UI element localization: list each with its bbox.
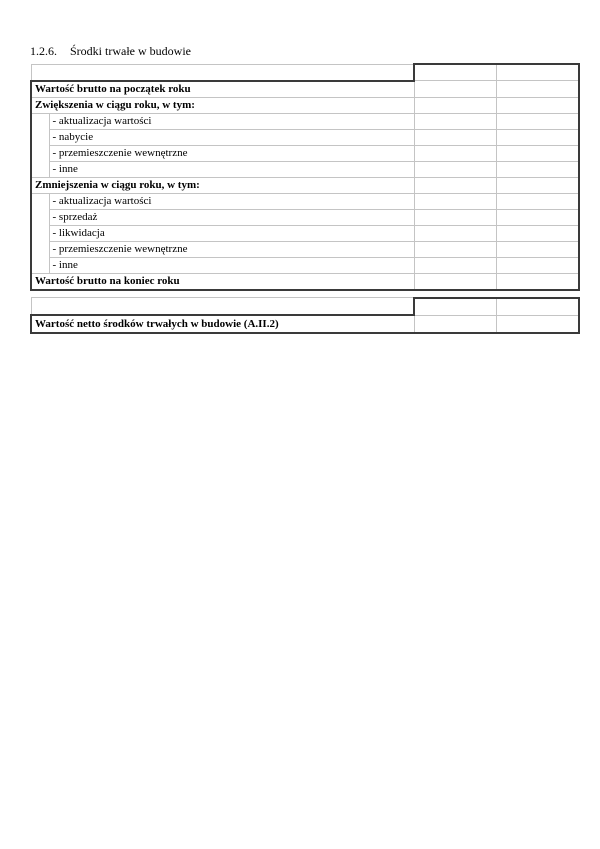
row-label: - nabycie — [49, 129, 414, 145]
value-cell — [414, 241, 496, 257]
header-row — [31, 298, 579, 316]
value-cell — [414, 129, 496, 145]
row-label: - przemieszczenie wewnętrzne — [49, 145, 414, 161]
value-cell — [414, 209, 496, 225]
row-label: Wartość brutto na początek roku — [31, 81, 414, 98]
value-cell — [496, 193, 579, 209]
value-cell — [496, 129, 579, 145]
section-number: 1.2.6. — [30, 44, 57, 58]
header-spacer — [31, 298, 414, 316]
table-row — [31, 241, 579, 257]
table-row — [31, 81, 579, 98]
column-header-cell — [496, 64, 579, 81]
table-row — [31, 273, 579, 290]
row-label: - przemieszczenie wewnętrzne — [49, 241, 414, 257]
value-cell — [496, 257, 579, 273]
value-cell — [414, 177, 496, 193]
table-row — [31, 209, 579, 225]
table-row — [31, 257, 579, 273]
column-header-cell — [414, 298, 496, 316]
row-label: Wartość brutto na koniec roku — [31, 273, 414, 290]
indent-cell — [31, 193, 49, 273]
row-label: Zwiększenia w ciągu roku, w tym: — [31, 97, 414, 113]
table-row — [31, 129, 579, 145]
value-cell — [496, 161, 579, 177]
header-spacer — [31, 64, 414, 81]
value-cell — [496, 209, 579, 225]
value-cell — [414, 273, 496, 290]
value-cell — [414, 315, 496, 333]
column-header-cell — [496, 298, 579, 316]
value-cell — [496, 315, 579, 333]
table-row — [31, 97, 579, 113]
value-cell — [496, 177, 579, 193]
value-cell — [414, 257, 496, 273]
table-row — [31, 177, 579, 193]
table-row — [31, 161, 579, 177]
value-cell — [414, 225, 496, 241]
value-cell — [496, 97, 579, 113]
value-cell — [414, 113, 496, 129]
row-label: - inne — [49, 257, 414, 273]
row-label: Zmniejszenia w ciągu roku, w tym: — [31, 177, 414, 193]
table-row — [31, 113, 579, 129]
tables-area — [30, 63, 578, 334]
net-value-table — [30, 297, 580, 335]
row-label: - inne — [49, 161, 414, 177]
row-label: - likwidacja — [49, 225, 414, 241]
value-cell — [496, 145, 579, 161]
value-cell — [496, 81, 579, 98]
table-row — [31, 315, 579, 333]
value-cell — [414, 81, 496, 98]
table-row — [31, 145, 579, 161]
row-label: - aktualizacja wartości — [49, 113, 414, 129]
row-label: Wartość netto środków trwałych w budowie (A.II.2) — [31, 315, 414, 333]
value-cell — [414, 161, 496, 177]
value-cell — [414, 145, 496, 161]
value-cell — [414, 97, 496, 113]
section-title-text: Środki trwałe w budowie — [70, 44, 191, 58]
column-header-cell — [414, 64, 496, 81]
header-row — [31, 64, 579, 81]
gross-value-table — [30, 63, 580, 291]
row-label: - sprzedaż — [49, 209, 414, 225]
value-cell — [496, 113, 579, 129]
row-label: - aktualizacja wartości — [49, 193, 414, 209]
value-cell — [414, 193, 496, 209]
value-cell — [496, 273, 579, 290]
indent-cell — [31, 113, 49, 177]
table-row — [31, 193, 579, 209]
table-row — [31, 225, 579, 241]
value-cell — [496, 225, 579, 241]
section-title — [30, 45, 191, 58]
value-cell — [496, 241, 579, 257]
